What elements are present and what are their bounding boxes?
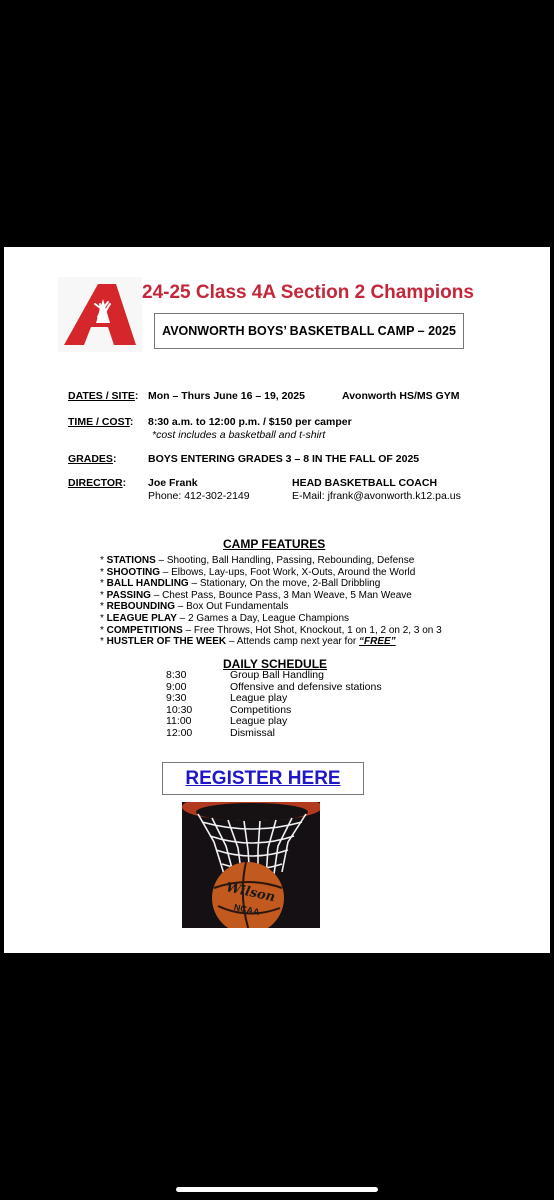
time-label-row: TIME / COST: xyxy=(68,416,134,428)
schedule-row: 12:00 Dismissal xyxy=(166,726,275,739)
feature-item: * PASSING – Chest Pass, Bounce Pass, 3 Man Weave, 5 Man Weave xyxy=(100,589,412,601)
home-indicator[interactable] xyxy=(176,1187,378,1192)
director-role: HEAD BASKETBALL COACH xyxy=(292,477,438,489)
basketball-net-photo xyxy=(182,802,320,928)
feature-item: * BALL HANDLING – Stationary, On the move, 2-Ball Dribbling xyxy=(100,578,381,590)
camp-features-heading: CAMP FEATURES xyxy=(223,537,326,551)
director-label-row: DIRECTOR: xyxy=(68,477,127,489)
schedule-row: 10:30 Competitions xyxy=(166,703,292,716)
ball-brand-text: Wilson xyxy=(224,880,277,906)
register-here-link[interactable]: REGISTER HERE xyxy=(185,767,341,789)
champions-title: 24-25 Class 4A Section 2 Champions xyxy=(142,282,474,303)
director-phone: Phone: 412-302-2149 xyxy=(148,490,250,502)
grades-label-row: GRADES: xyxy=(68,453,117,465)
dates-value: Mon – Thurs June 16 – 19, 2025 xyxy=(148,390,305,402)
free-text: “FREE” xyxy=(359,636,396,648)
site-value: Avonworth HS/MS GYM xyxy=(342,390,460,402)
director-label: DIRECTOR xyxy=(68,477,123,489)
feature-item: * SHOOTING – Elbows, Lay-ups, Foot Work, X-Outs, Around the World xyxy=(100,566,416,578)
schedule-row: 8:30 Group Ball Handling xyxy=(166,669,324,681)
director-name: Joe Frank xyxy=(148,477,198,489)
cost-note: *cost includes a basketball and t-shirt xyxy=(152,429,326,441)
grades-value: BOYS ENTERING GRADES 3 – 8 IN THE FALL OF 2025 xyxy=(148,453,420,465)
feature-item: * LEAGUE PLAY – 2 Games a Day, League Champions xyxy=(100,612,350,624)
daily-schedule xyxy=(164,670,382,740)
grades-label: GRADES xyxy=(68,453,113,465)
director-email: E-Mail: jfrank@avonworth.k12.pa.us xyxy=(292,490,461,502)
time-label: TIME / COST xyxy=(68,416,130,428)
camp-title: AVONWORTH BOYS’ BASKETBALL CAMP – 2025 xyxy=(154,313,464,349)
time-value: 8:30 a.m. to 12:00 p.m. / $150 per camper xyxy=(148,416,352,428)
feature-item: * COMPETITIONS – Free Throws, Hot Shot, Knockout, 1 on 1, 2 on 2, 3 on 3 xyxy=(100,624,442,636)
ball-logo-text: NCAA xyxy=(232,902,261,918)
register-box xyxy=(162,762,364,795)
feature-item: * REBOUNDING – Box Out Fundamentals xyxy=(100,601,289,613)
schedule-row: 11:00 League play xyxy=(166,715,288,728)
camp-features-list xyxy=(100,555,442,648)
schedule-row: 9:30 League play xyxy=(166,692,288,705)
daily-schedule-heading: DAILY SCHEDULE xyxy=(223,657,328,671)
avonworth-a-logo xyxy=(58,277,142,352)
dates-label-row: DATES / SITE: xyxy=(68,390,139,402)
feature-item: * STATIONS – Shooting, Ball Handling, Passing, Rebounding, Defense xyxy=(100,555,415,566)
feature-item: * HUSTLER OF THE WEEK – Attends camp next year for “FREE” xyxy=(100,636,396,648)
flyer-page xyxy=(4,247,550,953)
dates-label: DATES / SITE xyxy=(68,390,135,402)
schedule-row: 9:00 Offensive and defensive stations xyxy=(166,680,382,693)
